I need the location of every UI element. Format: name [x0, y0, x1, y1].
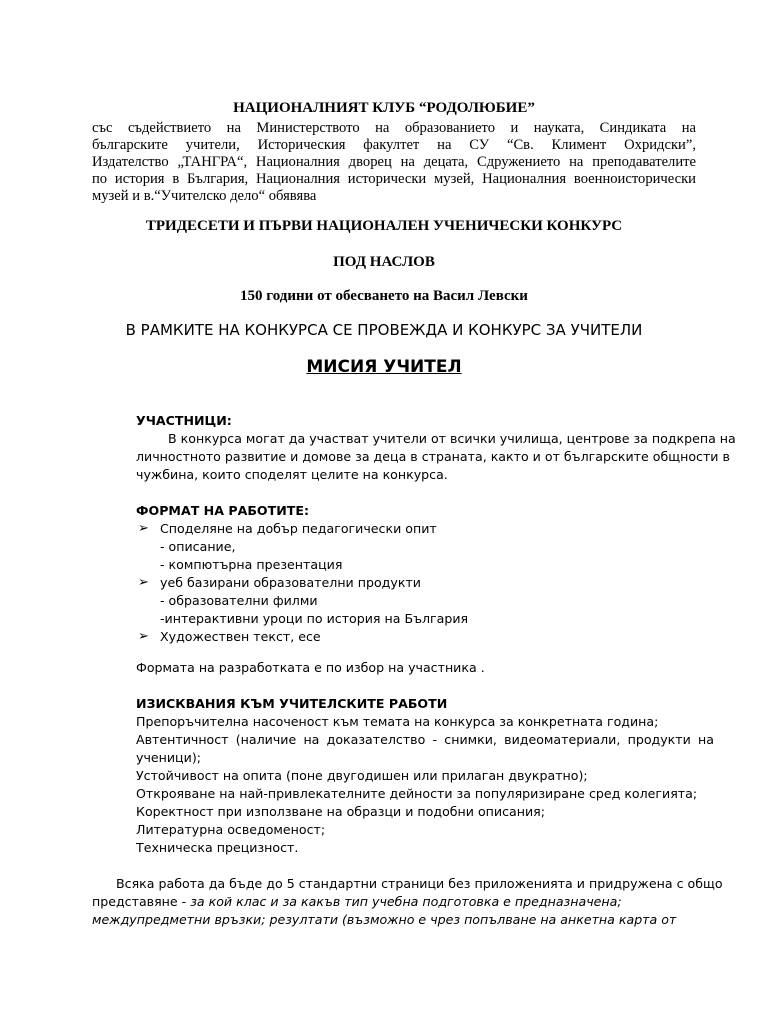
requirement-line: Автентичност (наличие на доказателство - снимки, видеоматериали, продукти на: [136, 732, 714, 747]
format-item-label: Споделяне на добър педагогически опит: [160, 521, 437, 536]
intro-line: музей и в.“Учителско дело“ обявява: [92, 188, 317, 204]
format-subitem: -интерактивни уроци по история на България: [160, 611, 469, 626]
format-item: [136, 520, 714, 538]
requirement-line: Препоръчителна насоченост към темата на конкурса за конкретната година;: [136, 714, 659, 729]
format-item: [136, 574, 714, 592]
intro-line: българските учители, Историческия факултет на СУ “Св. Климент Охридски”,: [92, 137, 696, 153]
contest-name: ТРИДЕСЕТИ И ПЪРВИ НАЦИОНАЛЕН УЧЕНИЧЕСКИ КОНКУРС: [145, 218, 623, 234]
intro-line: със съдействието на Министерството на образованието и науката, Синдиката на: [92, 120, 696, 136]
teachers-contest-note: В РАМКИТЕ НА КОНКУРСА СЕ ПРОВЕЖДА И КОНКУРС ЗА УЧИТЕЛИ: [125, 321, 643, 339]
contest-under-title: ПОД НАСЛОВ: [333, 254, 435, 270]
submission-text-italic: за кой клас и за какъв тип учебна подготовка е предназначена;: [190, 894, 622, 909]
requirement-line: Открояване на най-привлекателните дейности за популяризиране сред колегията;: [136, 786, 698, 801]
submission-line: междупредметни връзки; резултати (възможно е чрез попълване на анкетна карта от: [92, 912, 677, 927]
participants-heading: УЧАСТНИЦИ:: [136, 413, 232, 428]
format-subitem: - описание,: [160, 539, 236, 554]
participants-line: личностното развитие и домове за деца в страната, както и от българските общности в: [136, 449, 730, 464]
format-section: [136, 502, 714, 646]
intro-line: Издателство „ТАНГРА“, Националния дворец на децата, Сдружението на преподавателите: [92, 154, 696, 170]
participants-section: [136, 412, 736, 484]
arrow-bullet-icon: ➢: [138, 575, 149, 590]
club-title: НАЦИОНАЛНИЯТ КЛУБ “РОДОЛЮБИЕ”: [233, 100, 535, 116]
requirements-section: [136, 695, 714, 857]
mission-title: МИСИЯ УЧИТЕЛ: [306, 357, 462, 377]
format-item: [136, 628, 714, 646]
requirement-line: Устойчивост на опита (поне двугодишен или прилаган двукратно);: [136, 768, 588, 783]
format-subitem: - образователни филми: [160, 593, 318, 608]
participants-line: чужбина, които споделят целите на конкурса.: [136, 467, 448, 482]
submission-line: [92, 893, 704, 911]
requirement-line: Техническа прецизност.: [136, 840, 299, 855]
intro-paragraph: [92, 120, 696, 205]
requirement-line: ученици);: [136, 750, 201, 765]
contest-theme: 150 години от обесването на Васил Левски: [240, 288, 528, 304]
submission-text: представяне -: [92, 894, 191, 909]
intro-line: по история в България, Националния исторически музей, Националния военноисторически: [92, 171, 696, 187]
submission-line: Всяка работа да бъде до 5 стандартни страници без приложенията и придружена с общо: [92, 876, 723, 891]
arrow-bullet-icon: ➢: [138, 521, 149, 536]
format-heading: ФОРМАТ НА РАБОТИТЕ:: [136, 503, 309, 518]
requirement-line: Литературна осведоменост;: [136, 822, 326, 837]
participants-line: В конкурса могат да участват учители от всички училища, центрове за подкрепа на: [136, 431, 736, 446]
format-choice-note: Формата на разработката е по избор на участника .: [136, 660, 485, 675]
arrow-bullet-icon: ➢: [138, 629, 149, 644]
requirements-heading: ИЗИСКВАНИЯ КЪМ УЧИТЕЛСКИТЕ РАБОТИ: [136, 696, 448, 711]
requirement-line: Коректност при използване на образци и подобни описания;: [136, 804, 545, 819]
submission-paragraph: [92, 875, 723, 929]
format-subitem: - компютърна презентация: [160, 557, 343, 572]
format-item-label: Художествен текст, есе: [160, 629, 321, 644]
format-item-label: уеб базирани образователни продукти: [160, 575, 421, 590]
